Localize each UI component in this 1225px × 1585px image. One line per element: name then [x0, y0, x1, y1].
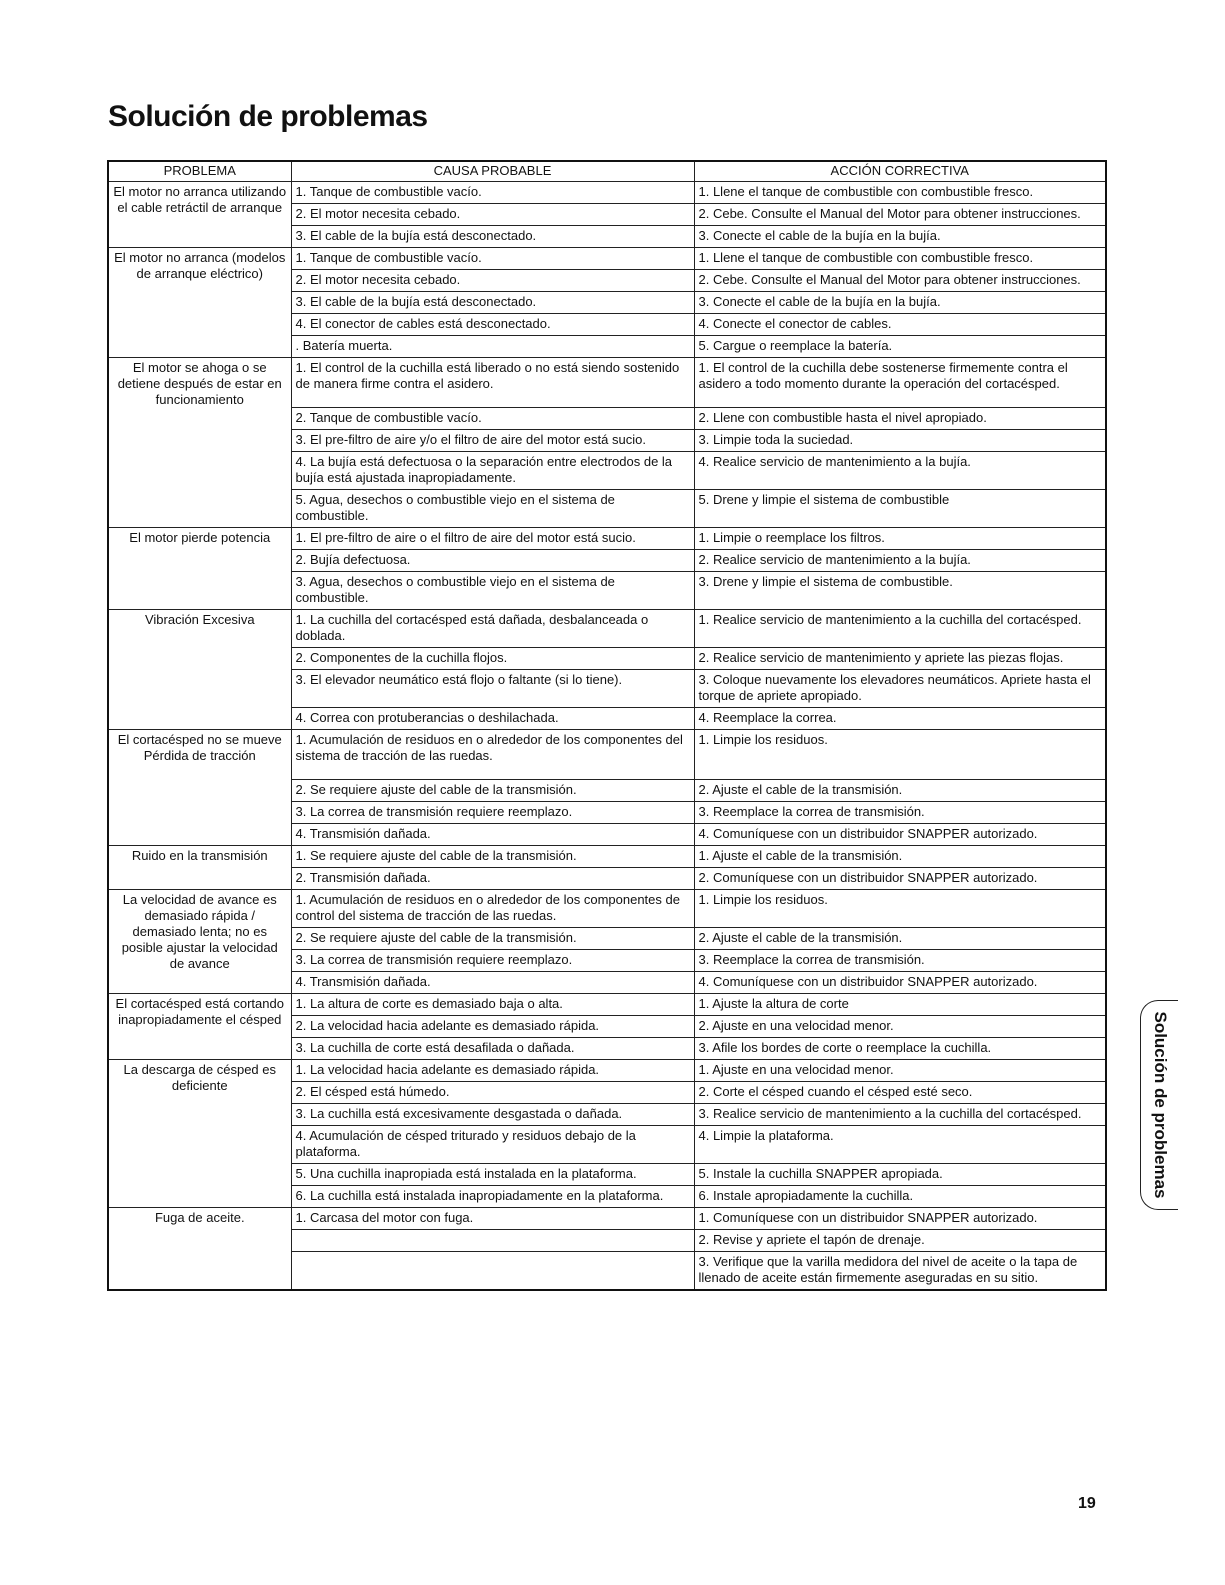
problem-cell: El motor se ahoga o se detiene después de estar en funcionamiento — [108, 358, 291, 528]
action-cell: 2. Ajuste el cable de la transmisión. — [694, 928, 1106, 950]
header-action: ACCIÓN CORRECTIVA — [694, 161, 1106, 182]
table-row — [108, 890, 1106, 928]
cause-cell: 1. La altura de corte es demasiado baja o alta. — [291, 994, 694, 1016]
cause-cell: 2. El césped está húmedo. — [291, 1082, 694, 1104]
action-cell: 3. Coloque nuevamente los elevadores neumáticos. Apriete hasta el torque de apriete apropiado. — [694, 670, 1106, 708]
table-row — [108, 358, 1106, 408]
cause-cell: 1. Tanque de combustible vacío. — [291, 182, 694, 204]
action-cell: 4. Comuníquese con un distribuidor SNAPPER autorizado. — [694, 824, 1106, 846]
section-side-tab — [1140, 1000, 1178, 1210]
cause-cell: 2. Se requiere ajuste del cable de la transmisión. — [291, 928, 694, 950]
action-cell: 3. Afile los bordes de corte o reemplace la cuchilla. — [694, 1038, 1106, 1060]
header-cause: CAUSA PROBABLE — [291, 161, 694, 182]
cause-cell: 1. La cuchilla del cortacésped está dañada, desbalanceada o doblada. — [291, 610, 694, 648]
action-cell: 1. El control de la cuchilla debe sostenerse firmemente contra el asidero a todo momento durante la operación del cortacésped. — [694, 358, 1106, 408]
cause-cell: 3. El elevador neumático está flojo o faltante (si lo tiene). — [291, 670, 694, 708]
problem-cell: El motor no arranca (modelos de arranque eléctrico) — [108, 248, 291, 358]
problem-cell: Vibración Excesiva — [108, 610, 291, 730]
cause-cell: 3. La correa de transmisión requiere reemplazo. — [291, 950, 694, 972]
table-row — [108, 994, 1106, 1016]
action-cell: 1. Ajuste en una velocidad menor. — [694, 1060, 1106, 1082]
cause-cell: 3. El pre-filtro de aire y/o el filtro de aire del motor está sucio. — [291, 430, 694, 452]
action-cell: 2. Realice servicio de mantenimiento a la bujía. — [694, 550, 1106, 572]
table-row — [108, 730, 1106, 780]
cause-cell: 1. Acumulación de residuos en o alrededor de los componentes de control del sistema de tracción de las ruedas. — [291, 890, 694, 928]
action-cell: 3. Conecte el cable de la bujía en la bujía. — [694, 226, 1106, 248]
problem-cell: Ruido en la transmisión — [108, 846, 291, 890]
cause-cell: 5. Una cuchilla inapropiada está instalada en la plataforma. — [291, 1164, 694, 1186]
cause-cell: 1. La velocidad hacia adelante es demasiado rápida. — [291, 1060, 694, 1082]
cause-cell: 1. Carcasa del motor con fuga. — [291, 1208, 694, 1230]
table-row — [108, 1208, 1106, 1230]
action-cell: 4. Reemplace la correa. — [694, 708, 1106, 730]
action-cell: 5. Cargue o reemplace la batería. — [694, 336, 1106, 358]
action-cell: 4. Comuníquese con un distribuidor SNAPPER autorizado. — [694, 972, 1106, 994]
cause-cell: 2. Componentes de la cuchilla flojos. — [291, 648, 694, 670]
action-cell: 3. Reemplace la correa de transmisión. — [694, 950, 1106, 972]
action-cell: 4. Conecte el conector de cables. — [694, 314, 1106, 336]
cause-cell: 1. Se requiere ajuste del cable de la transmisión. — [291, 846, 694, 868]
table-row — [108, 846, 1106, 868]
cause-cell: 1. El pre-filtro de aire o el filtro de aire del motor está sucio. — [291, 528, 694, 550]
problem-cell: La velocidad de avance es demasiado rápida / demasiado lenta; no es posible ajustar la velocidad de avance — [108, 890, 291, 994]
action-cell: 1. Llene el tanque de combustible con combustible fresco. — [694, 182, 1106, 204]
action-cell: 4. Limpie la plataforma. — [694, 1126, 1106, 1164]
problem-cell: La descarga de césped es deficiente — [108, 1060, 291, 1208]
action-cell: 1. Llene el tanque de combustible con combustible fresco. — [694, 248, 1106, 270]
action-cell: 3. Drene y limpie el sistema de combustible. — [694, 572, 1106, 610]
action-cell: 3. Verifique que la varilla medidora del nivel de aceite o la tapa de llenado de aceite están firmemente aseguradas en su sitio. — [694, 1252, 1106, 1291]
cause-cell: 5. Agua, desechos o combustible viejo en el sistema de combustible. — [291, 490, 694, 528]
action-cell: 4. Realice servicio de mantenimiento a la bujía. — [694, 452, 1106, 490]
cause-cell: 4. Correa con protuberancias o deshilachada. — [291, 708, 694, 730]
table-header — [108, 161, 1106, 182]
problem-cell: Fuga de aceite. — [108, 1208, 291, 1291]
table-row — [108, 1060, 1106, 1082]
table-row — [108, 182, 1106, 204]
action-cell: 1. Limpie o reemplace los filtros. — [694, 528, 1106, 550]
action-cell: 3. Reemplace la correa de transmisión. — [694, 802, 1106, 824]
cause-cell: 4. La bujía está defectuosa o la separación entre electrodos de la bujía está ajustada inapropiadamente. — [291, 452, 694, 490]
action-cell: 3. Limpie toda la suciedad. — [694, 430, 1106, 452]
cause-cell: . Batería muerta. — [291, 336, 694, 358]
cause-cell: 2. Se requiere ajuste del cable de la transmisión. — [291, 780, 694, 802]
table-row — [108, 528, 1106, 550]
problem-cell: El cortacésped está cortando inapropiadamente el césped — [108, 994, 291, 1060]
table-row — [108, 248, 1106, 270]
action-cell: 2. Revise y apriete el tapón de drenaje. — [694, 1230, 1106, 1252]
cause-cell: 2. Tanque de combustible vacío. — [291, 408, 694, 430]
cause-cell: 6. La cuchilla está instalada inapropiadamente en la plataforma. — [291, 1186, 694, 1208]
action-cell: 1. Ajuste la altura de corte — [694, 994, 1106, 1016]
table-body — [108, 182, 1106, 1291]
action-cell: 2. Realice servicio de mantenimiento y apriete las piezas flojas. — [694, 648, 1106, 670]
cause-cell: 4. Transmisión dañada. — [291, 824, 694, 846]
action-cell: 2. Cebe. Consulte el Manual del Motor para obtener instrucciones. — [694, 270, 1106, 292]
action-cell: 2. Ajuste el cable de la transmisión. — [694, 780, 1106, 802]
action-cell: 2. Ajuste en una velocidad menor. — [694, 1016, 1106, 1038]
table-row — [108, 610, 1106, 648]
side-tab-label: Solución de problemas — [1150, 1011, 1170, 1199]
troubleshooting-table — [107, 160, 1107, 1291]
action-cell: 3. Realice servicio de mantenimiento a la cuchilla del cortacésped. — [694, 1104, 1106, 1126]
cause-cell — [291, 1230, 694, 1252]
action-cell: 1. Limpie los residuos. — [694, 890, 1106, 928]
cause-cell: 3. Agua, desechos o combustible viejo en el sistema de combustible. — [291, 572, 694, 610]
action-cell: 2. Corte el césped cuando el césped esté seco. — [694, 1082, 1106, 1104]
problem-cell: El motor no arranca utilizando el cable retráctil de arranque — [108, 182, 291, 248]
action-cell: 1. Ajuste el cable de la transmisión. — [694, 846, 1106, 868]
cause-cell: 4. Transmisión dañada. — [291, 972, 694, 994]
cause-cell: 3. El cable de la bujía está desconectado. — [291, 226, 694, 248]
action-cell: 6. Instale apropiadamente la cuchilla. — [694, 1186, 1106, 1208]
action-cell: 1. Limpie los residuos. — [694, 730, 1106, 780]
action-cell: 2. Comuníquese con un distribuidor SNAPPER autorizado. — [694, 868, 1106, 890]
action-cell: 1. Comuníquese con un distribuidor SNAPPER autorizado. — [694, 1208, 1106, 1230]
page-title: Solución de problemas — [108, 100, 428, 133]
cause-cell: 2. Transmisión dañada. — [291, 868, 694, 890]
problem-cell: El cortacésped no se mueve Pérdida de tracción — [108, 730, 291, 846]
cause-cell: 3. El cable de la bujía está desconectado. — [291, 292, 694, 314]
header-row — [108, 161, 1106, 182]
cause-cell: 3. La cuchilla está excesivamente desgastada o dañada. — [291, 1104, 694, 1126]
cause-cell: 4. Acumulación de césped triturado y residuos debajo de la plataforma. — [291, 1126, 694, 1164]
page-number: 19 — [1078, 1495, 1096, 1512]
cause-cell: 3. La cuchilla de corte está desafilada o dañada. — [291, 1038, 694, 1060]
cause-cell: 2. Bujía defectuosa. — [291, 550, 694, 572]
cause-cell: 3. La correa de transmisión requiere reemplazo. — [291, 802, 694, 824]
action-cell: 1. Realice servicio de mantenimiento a la cuchilla del cortacésped. — [694, 610, 1106, 648]
action-cell: 5. Drene y limpie el sistema de combustible — [694, 490, 1106, 528]
cause-cell: 4. El conector de cables está desconectado. — [291, 314, 694, 336]
cause-cell — [291, 1252, 694, 1291]
action-cell: 3. Conecte el cable de la bujía en la bujía. — [694, 292, 1106, 314]
cause-cell: 1. Tanque de combustible vacío. — [291, 248, 694, 270]
cause-cell: 2. La velocidad hacia adelante es demasiado rápida. — [291, 1016, 694, 1038]
cause-cell: 2. El motor necesita cebado. — [291, 270, 694, 292]
problem-cell: El motor pierde potencia — [108, 528, 291, 610]
cause-cell: 2. El motor necesita cebado. — [291, 204, 694, 226]
header-problem: PROBLEMA — [108, 161, 291, 182]
cause-cell: 1. El control de la cuchilla está liberado o no está siendo sostenido de manera firme contra el asidero. — [291, 358, 694, 408]
action-cell: 5. Instale la cuchilla SNAPPER apropiada. — [694, 1164, 1106, 1186]
cause-cell: 1. Acumulación de residuos en o alrededor de los componentes del sistema de tracción de las ruedas. — [291, 730, 694, 780]
action-cell: 2. Llene con combustible hasta el nivel apropiado. — [694, 408, 1106, 430]
action-cell: 2. Cebe. Consulte el Manual del Motor para obtener instrucciones. — [694, 204, 1106, 226]
